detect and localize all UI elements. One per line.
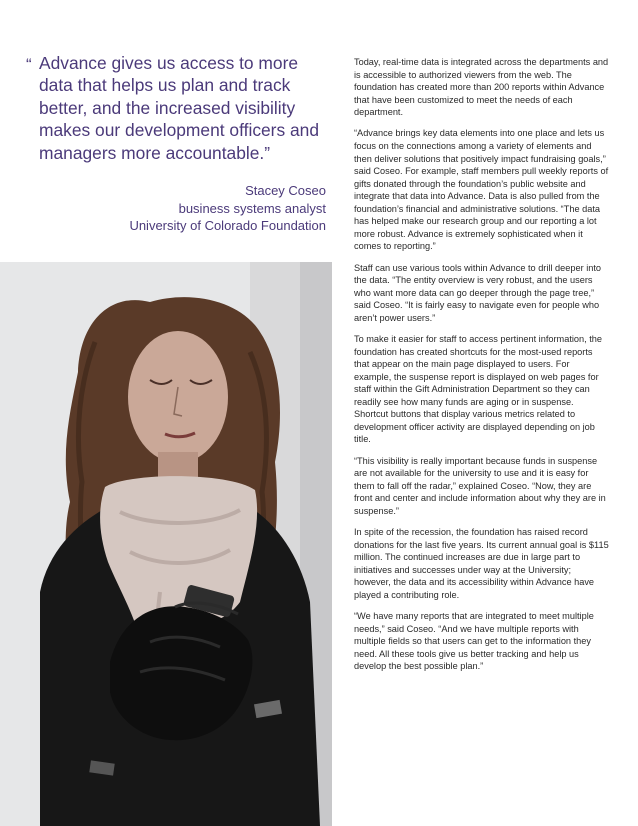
attribution-organization: University of Colorado Foundation	[129, 218, 326, 234]
article-paragraph: In spite of the recession, the foundation has raised record donations for the last five years. Its current annual goal is $115 million. The continued increases are due in large part to initiatives and successes under way at the University; however, the data and its accessibility within Advance have played a contributing role.	[354, 527, 609, 600]
article-paragraph: “We have many reports that are integrated to meet multiple needs,” said Coseo. “And we have multiple reports with multiple fields so that users can get to the information they need. All these tools give us better tracking and help us develop the best possible plan.”	[354, 611, 594, 672]
pull-quote	[26, 52, 326, 235]
article-paragraph: “Advance brings key data elements into one place and lets us focus on the connections among a variety of elements and then deliver solutions that positively impact fundraising goals,” said Coseo. For example, staff members pull weekly reports of gifts donated through the foundation’s public website and integrate that data into Advance. Data is also pulled from the foundation’s financial and administrative solutions. “The data has helped make our research group and our reporting a lot more robust. Advance is extremely sophisticated when it comes to reporting.”	[354, 128, 609, 252]
attribution-title: business systems analyst	[178, 200, 326, 216]
portrait-photo	[0, 262, 332, 826]
attribution-name: Stacey Coseo	[245, 183, 326, 199]
portrait-illustration	[0, 262, 332, 826]
article-paragraph: “This visibility is really important because funds in suspense are not available for the university to use and it is easy for them to fall off the radar,” explained Coseo. “Now, they are front and center and include information about why they are in suspense.”	[354, 455, 606, 516]
article-paragraph: To make it easier for staff to access pertinent information, the foundation has created shortcuts for the most-used reports that appear on the main page displayed to users. For example, the suspense report is displayed on web pages for staff within the Gift Administration Department so they can readily see how many funds are aging or in suspense. Shortcut buttons that display various metrics related to development officer activity are displayed depending on job title.	[354, 334, 603, 445]
pull-quote-text: Advance gives us access to more data that helps us plan and track better, and the increased visibility makes our development officers and managers more accountable.”	[39, 53, 320, 163]
article-body	[354, 56, 609, 681]
quote-attribution	[26, 182, 326, 235]
article-paragraph: Today, real-time data is integrated across the departments and is accessible to authorized viewers from the web. The foundation has created more than 200 reports within Advance that have been customized to meet the needs of each department.	[354, 57, 609, 118]
article-paragraph: Staff can use various tools within Advance to drill deeper into the data. “The entity overview is very robust, and the users who want more data can go deeper through the page tree,” said Coseo. “It is fairly easy to navigate even for people who aren’t power users.”	[354, 262, 602, 323]
quote-mark: “	[26, 55, 32, 74]
